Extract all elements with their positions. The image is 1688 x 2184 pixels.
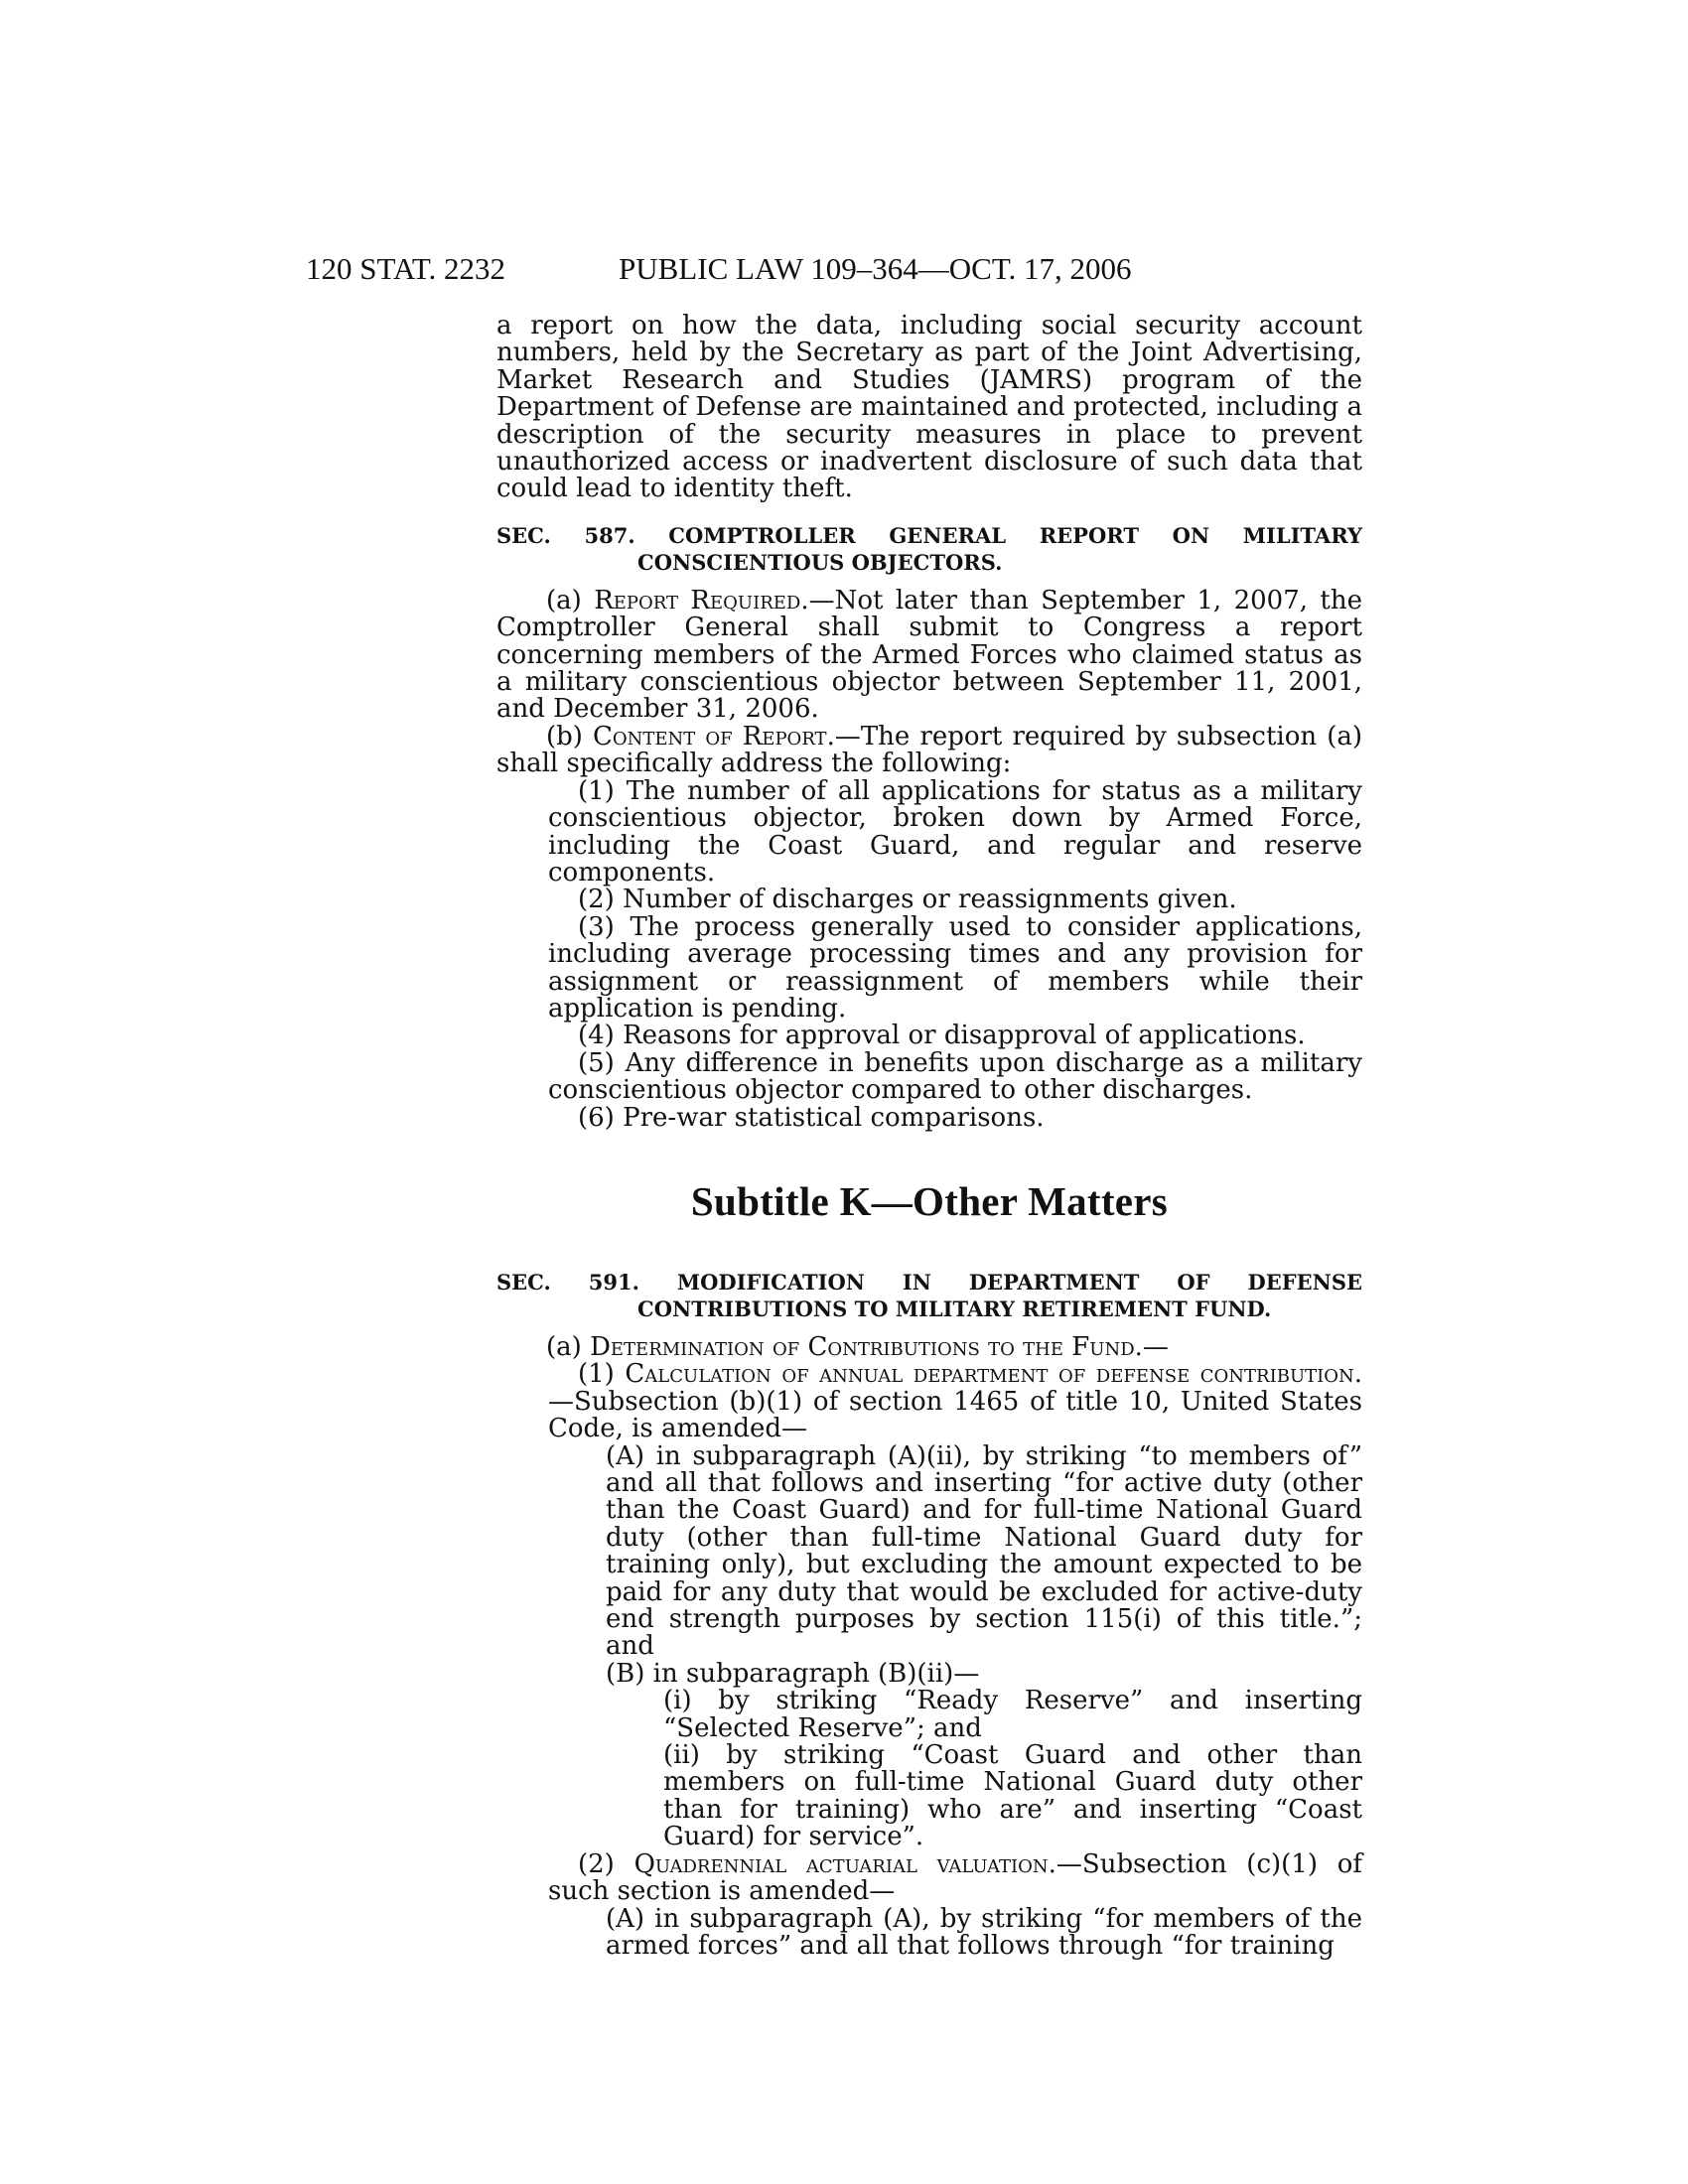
sec-591-paragraph-1 — [496, 1361, 1362, 1442]
sec-591-p1-b-clause-i: (i) by striking “Ready Reserve” and inserting “Selected Reserve”; and — [663, 1686, 1362, 1743]
sec-591-p1-label: (1) — [578, 1359, 626, 1390]
public-law-citation: PUBLIC LAW 109–364—OCT. 17, 2006 — [619, 251, 1132, 286]
sec-591-heading: SEC. 591. MODIFICATION IN DEPARTMENT OF DEFENSE CONTRIBUTIONS TO MILITARY RETIREMENT FUND. — [496, 1269, 1362, 1321]
sec-591-p1-text: .—Subsection (b)(1) of section 1465 of title 10, United States Code, is amended— — [548, 1359, 1363, 1444]
sec-587-a-label: (a) — [546, 585, 595, 615]
sec-587-item-6: (6) Pre-war statistical comparisons. — [578, 1102, 1045, 1133]
sec-591-a-title: Determination of Contributions to the Fund — [590, 1331, 1135, 1362]
sec-591-p1-b-clause-ii: (ii) by striking “Coast Guard and other than members on full-time National Guard duty other than for training) who are” and inserting “Coast Guard) for service”. — [663, 1740, 1362, 1852]
sec-587-b-text: .—The report required by subsection (a) shall specifically address the following: — [496, 721, 1362, 779]
sec-587-item-2: (2) Number of discharges or reassignments given. — [578, 885, 1237, 915]
intro-paragraph: a report on how the data, including social security account numbers, held by the Secretary as part of the Joint Advertising, Market Research and Studies (JAMRS) program of the Department of Defense are maintained and protected, including a description of the security measures in place to prevent unauthorized access or inadvertent disclosure of such data that could lead to identity theft. — [496, 311, 1362, 504]
document-body — [496, 313, 1362, 1960]
sec-587-item-5: (5) Any difference in benefits upon discharge as a military conscientious objector compared to other discharges. — [548, 1047, 1362, 1106]
sec-591-subsection-a — [496, 1331, 1362, 1362]
sec-591-paragraph-2 — [496, 1848, 1362, 1907]
sec-587-heading: SEC. 587. COMPTROLLER GENERAL REPORT ON MILITARY CONSCIENTIOUS OBJECTORS. — [496, 522, 1362, 575]
sec-591-a-label: (a) — [546, 1331, 591, 1362]
sec-591-a-dash: .— — [1134, 1331, 1169, 1362]
statute-page-number: 120 STAT. 2232 — [306, 251, 506, 286]
sec-591-p1-title: Calculation of annual department of defense contribution — [625, 1359, 1354, 1390]
sec-587-item-4: (4) Reasons for approval or disapproval of applications. — [578, 1021, 1306, 1051]
sec-587-item-3: (3) The process generally used to consider applications, including average processing times and any provision for assignment or reassignment of members while their application is pending. — [548, 911, 1362, 1024]
sec-591-p1-subparagraph-a: (A) in subparagraph (A)(ii), by striking “to members of” and all that follows and inserting “for active duty (other than the Coast Guard) and for full-time National Guard duty (other than full-time National Guard duty for training only), but excluding the amount expected to be paid for any duty that would be excluded for active-duty end strength purposes by section 115(i) of this title.”; and — [606, 1440, 1362, 1662]
sec-591-p2-label: (2) — [578, 1848, 634, 1879]
subtitle-heading: Subtitle K—Other Matters — [690, 1177, 1169, 1224]
sec-587-b-label: (b) — [546, 721, 594, 751]
sec-591-p2-title: Quadrennial actuarial valuation — [633, 1848, 1049, 1879]
sec-587-b-title: Content of Report — [593, 721, 827, 751]
sec-591-p2-subparagraph-a: (A) in subparagraph (A), by striking “for members of the armed forces” and all that follows through “for training — [606, 1903, 1362, 1961]
sec-587-subsection-a — [496, 585, 1362, 725]
sec-591-p2-text: .—Subsection (c)(1) of such section is amended— — [548, 1848, 1362, 1907]
sec-587-a-text: .—Not later than September 1, 2007, the Comptroller General shall submit to Congress a report concerning members of the Armed Forces who claimed status as a military conscientious objector between September 11, 2001, and December 31, 2006. — [496, 585, 1362, 725]
sec-591-p1-subparagraph-b: (B) in subparagraph (B)(ii)— — [606, 1658, 980, 1689]
sec-587-a-title: Report Required — [594, 585, 801, 615]
sec-587-item-1: (1) The number of all applications for status as a military conscientious objector, broken down by Armed Force, including the Coast Guard, and regular and reserve components. — [548, 775, 1362, 887]
sec-587-subsection-b — [496, 721, 1362, 779]
